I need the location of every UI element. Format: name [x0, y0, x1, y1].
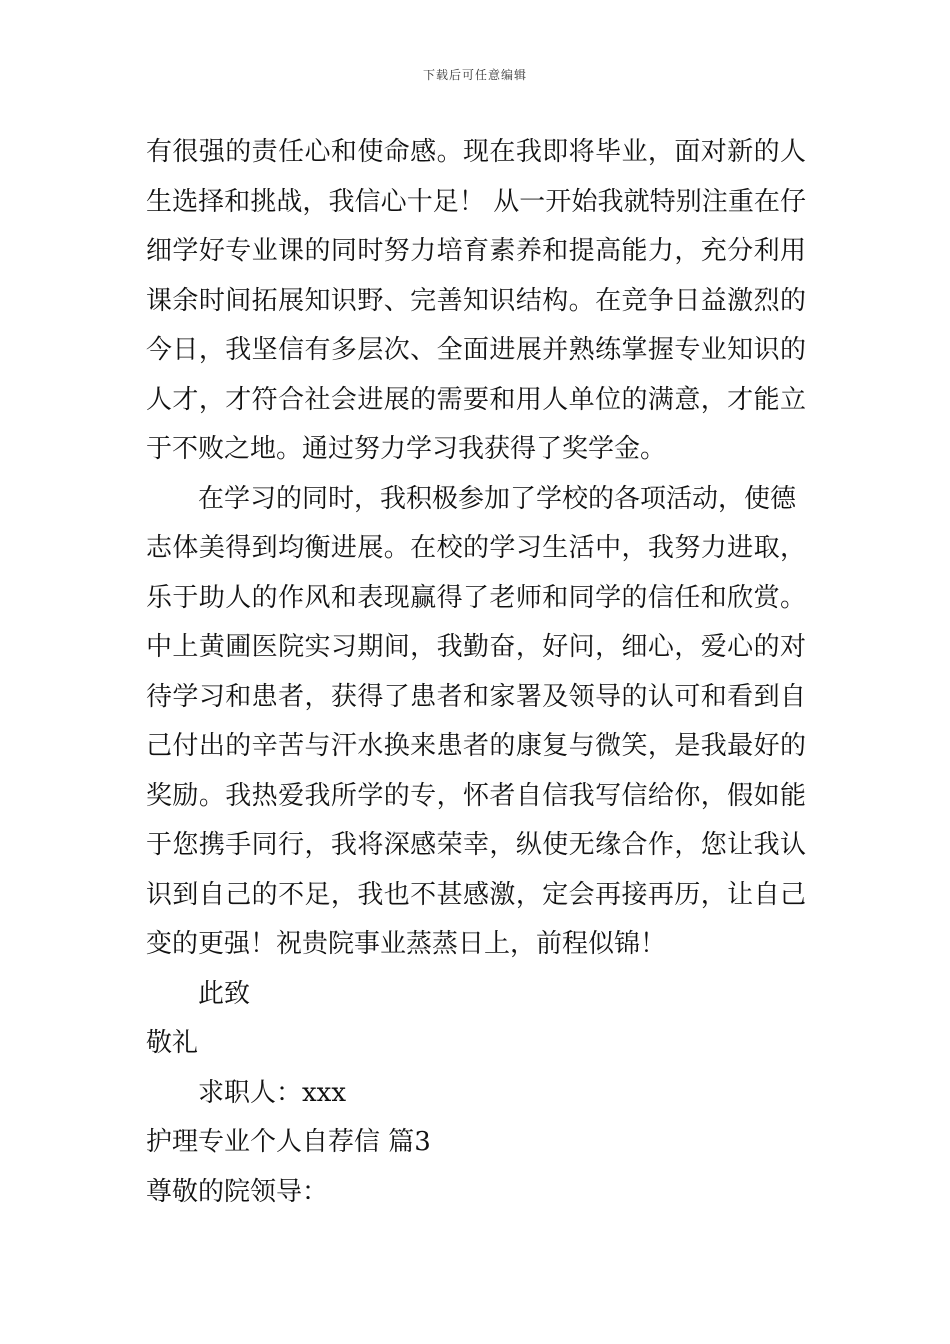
signature: 求职人：xxx: [198, 1077, 346, 1108]
text-line: 乐于助人的作风和表现赢得了老师和同学的信任和欣赏。: [146, 582, 806, 613]
text-line: 志体美得到均衡进展。在校的学习生活中，我努力进取，: [146, 533, 806, 563]
paragraph-2: [146, 475, 806, 970]
text-line: 奖励。我热爱我所学的专，怀者自信我写信给你，假如能: [146, 780, 806, 811]
text-line: 今日，我坚信有多层次、全面进展并熟练掌握专业知识的: [146, 335, 806, 365]
text-line: 人才，才符合社会进展的需要和用人单位的满意，才能立: [146, 384, 806, 415]
section-title: 护理专业个人自荐信 篇3: [146, 1127, 431, 1157]
closing-regards: 敬礼: [146, 1028, 199, 1058]
paragraph-1: [146, 128, 806, 475]
text-line: 生选择和挑战，我信心十足！ 从一开始我就特别注重在仔: [146, 186, 806, 217]
text-line: 待学习和患者，获得了患者和家署及领导的认可和看到自: [146, 681, 806, 712]
closing-salutation: 此致: [198, 978, 251, 1009]
text-line: 于您携手同行，我将深感荣幸，纵使无缘合作，您让我认: [146, 830, 806, 860]
text-line: 在学习的同时，我积极参加了学校的各项活动，使德: [198, 483, 797, 514]
text-line: 有很强的责任心和使命感。现在我即将毕业，面对新的人: [146, 137, 806, 167]
letter-greeting: 尊敬的院领导：: [146, 1176, 329, 1207]
page-header: 下载后可任意编辑: [422, 68, 527, 82]
letter-body: [146, 128, 806, 1217]
text-line: 变的更强！祝贵院事业蒸蒸日上，前程似锦！: [146, 929, 667, 959]
text-line: 己付出的辛苦与汗水换来患者的康复与微笑，是我最好的: [146, 731, 806, 761]
text-line: 于不败之地。通过努力学习我获得了奖学金。: [146, 434, 667, 464]
text-line: 课余时间拓展知识野、完善知识结构。在竞争日益激烈的: [146, 285, 806, 316]
text-line: 中上黄圃医院实习期间，我勤奋，好问，细心，爱心的对: [146, 632, 806, 662]
text-line: 细学好专业课的同时努力培育素养和提高能力，充分利用: [146, 236, 806, 266]
text-line: 识到自己的不足，我也不甚感激，定会再接再历，让自己: [146, 879, 806, 910]
